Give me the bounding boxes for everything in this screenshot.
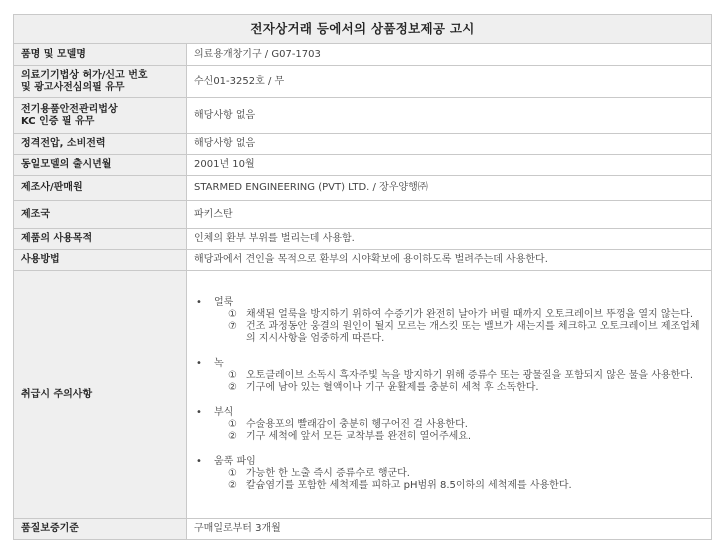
caution-section <box>194 358 711 394</box>
caution-item-number: ① <box>228 419 237 430</box>
caution-item-text: 가능한 한 노출 즉시 증류수로 행군다. <box>246 468 410 479</box>
row-label-rated-voltage: 정격전압, 소비전력 <box>14 134 187 155</box>
row-value-warranty: 구매일로부터 3개월 <box>187 519 712 540</box>
row-value-country: 파키스탄 <box>187 201 712 229</box>
row-value-release-date: 2001년 10월 <box>187 155 712 176</box>
row-label-license-number: 의료기기법상 허가/신고 번호 및 광고사전심의필 유무 <box>14 66 187 98</box>
row-label-warranty: 품질보증기준 <box>14 519 187 540</box>
caution-item-text: 기구에 남아 있는 혈액이나 기구 윤활제를 충분히 세척 후 소독한다. <box>246 382 539 393</box>
caution-item <box>214 382 711 394</box>
caution-item-number: ② <box>228 382 237 393</box>
caution-heading: 녹 <box>214 358 224 369</box>
row-value-cautions <box>187 271 712 519</box>
row-value-usage: 해당과에서 견인을 목적으로 환부의 시야확보에 용이하도록 벌려주는데 사용한다. <box>187 250 712 271</box>
row-label-manufacturer: 제조사/판매원 <box>14 176 187 201</box>
caution-heading: 얼룩 <box>214 297 234 308</box>
caution-section <box>194 407 711 443</box>
caution-item-text: 채색된 얼룩을 방지하기 위하여 수증기가 완전히 날아가 버릴 때까지 오토크레이브 뚜껑을 열지 않는다. <box>246 309 694 320</box>
caution-section <box>194 456 711 492</box>
caution-item-number: ① <box>228 309 237 320</box>
row-label-usage: 사용방법 <box>14 250 187 271</box>
row-value-product-name: 의료용개창기구 / G07-1703 <box>187 44 712 66</box>
row-value-rated-voltage: 해당사항 없음 <box>187 134 712 155</box>
product-info-table <box>13 14 712 540</box>
caution-item <box>214 321 711 345</box>
bullet-icon: • <box>196 456 202 467</box>
caution-item-text: 칼슘염기를 포함한 세척제를 피하고 pH범위 8.5이하의 세척제를 사용한다. <box>246 480 572 491</box>
table-title: 전자상거래 등에서의 상품정보제공 고시 <box>14 15 712 44</box>
row-label-product-name: 품명 및 모델명 <box>14 44 187 66</box>
caution-item-text: 기구 세척에 앞서 모든 교착부를 완전히 열어주세요. <box>246 431 472 442</box>
row-label-release-date: 동일모델의 출시년월 <box>14 155 187 176</box>
caution-section <box>194 297 711 345</box>
caution-item <box>214 431 711 443</box>
row-value-kc-certification: 해당사항 없음 <box>187 98 712 134</box>
row-label-cautions: 취급시 주의사항 <box>14 271 187 519</box>
caution-item-text: 수술용포의 빨래감이 충분히 헹구어진 걸 사용한다. <box>246 419 468 430</box>
row-value-manufacturer: STARMED ENGINEERING (PVT) LTD. / 장우양행㈜ <box>187 176 712 201</box>
caution-item-text: 건조 과정동안 웅결의 원인이 될지 모르는 개스킷 또는 밸브가 새는지를 체크하고 오토크레이브 제조업체의 지시사항을 엄중하게 따른다. <box>246 321 700 344</box>
caution-item-number: ① <box>228 370 237 381</box>
row-label-purpose: 제품의 사용목적 <box>14 229 187 250</box>
row-value-license-number: 수신01-3252호 / 무 <box>187 66 712 98</box>
caution-item <box>214 309 711 321</box>
caution-item <box>214 468 711 480</box>
caution-heading: 부식 <box>214 407 234 418</box>
row-label-kc-certification: 전기용품안전관리법상 KC 인증 필 유무 <box>14 98 187 134</box>
row-value-purpose: 인체의 환부 부위를 벌리는데 사용함. <box>187 229 712 250</box>
bullet-icon: • <box>196 358 202 369</box>
caution-item-number: ① <box>228 468 237 479</box>
caution-list <box>194 297 711 492</box>
bullet-icon: • <box>196 297 202 308</box>
caution-item-number: ② <box>228 431 237 442</box>
caution-heading: 움푹 파임 <box>214 456 256 467</box>
caution-item-text: 오토클레이브 소독시 흑자주빛 녹을 방지하기 위해 증류수 또는 광물질을 포함되지 않은 물을 사용한다. <box>246 370 694 381</box>
caution-item <box>214 370 711 382</box>
caution-item-number: ⑦ <box>228 321 237 332</box>
caution-item <box>214 419 711 431</box>
caution-item <box>214 480 711 492</box>
caution-item-number: ② <box>228 480 237 491</box>
bullet-icon: • <box>196 407 202 418</box>
row-label-country: 제조국 <box>14 201 187 229</box>
